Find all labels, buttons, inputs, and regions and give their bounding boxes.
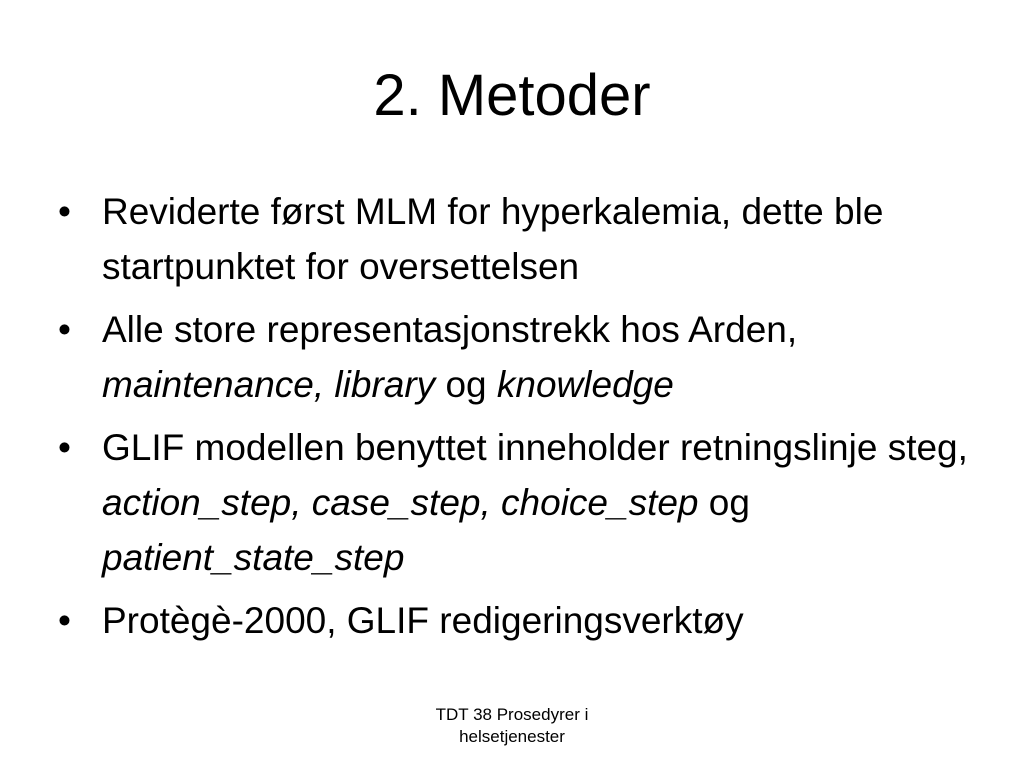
- footer-line: helsetjenester: [459, 727, 565, 746]
- bullet-text: Reviderte først MLM for hyperkalemia, dette ble startpunktet for oversettelsen: [102, 191, 884, 287]
- bullet-item: [58, 302, 978, 412]
- bullet-marker: •: [58, 191, 71, 232]
- bullet-text: GLIF modellen benyttet inneholder retningslinje steg,: [102, 427, 968, 468]
- bullet-marker: •: [58, 309, 71, 350]
- footer-line: TDT 38 Prosedyrer i: [435, 705, 589, 724]
- bullet-item: [58, 184, 978, 294]
- bullet-text: og: [698, 482, 750, 523]
- bullet-text: Protègè-2000, GLIF redigeringsverktøy: [102, 600, 744, 641]
- bullet-emphasis: action_step, case_step, choice_step: [102, 482, 699, 523]
- bullet-emphasis: knowledge: [496, 364, 674, 405]
- slide-footer: [0, 704, 1024, 748]
- bullet-text: Alle store representasjonstrekk hos Arden,: [102, 309, 798, 350]
- bullet-item: [58, 420, 978, 585]
- bullet-marker: •: [58, 427, 71, 468]
- bullet-marker: •: [58, 600, 71, 641]
- slide-title: 2. Metoder: [373, 63, 651, 128]
- bullet-item: [58, 593, 978, 648]
- bullet-list: [58, 184, 978, 656]
- bullet-emphasis: maintenance, library: [102, 364, 436, 405]
- bullet-text: og: [435, 364, 497, 405]
- bullet-emphasis: patient_state_step: [102, 537, 405, 578]
